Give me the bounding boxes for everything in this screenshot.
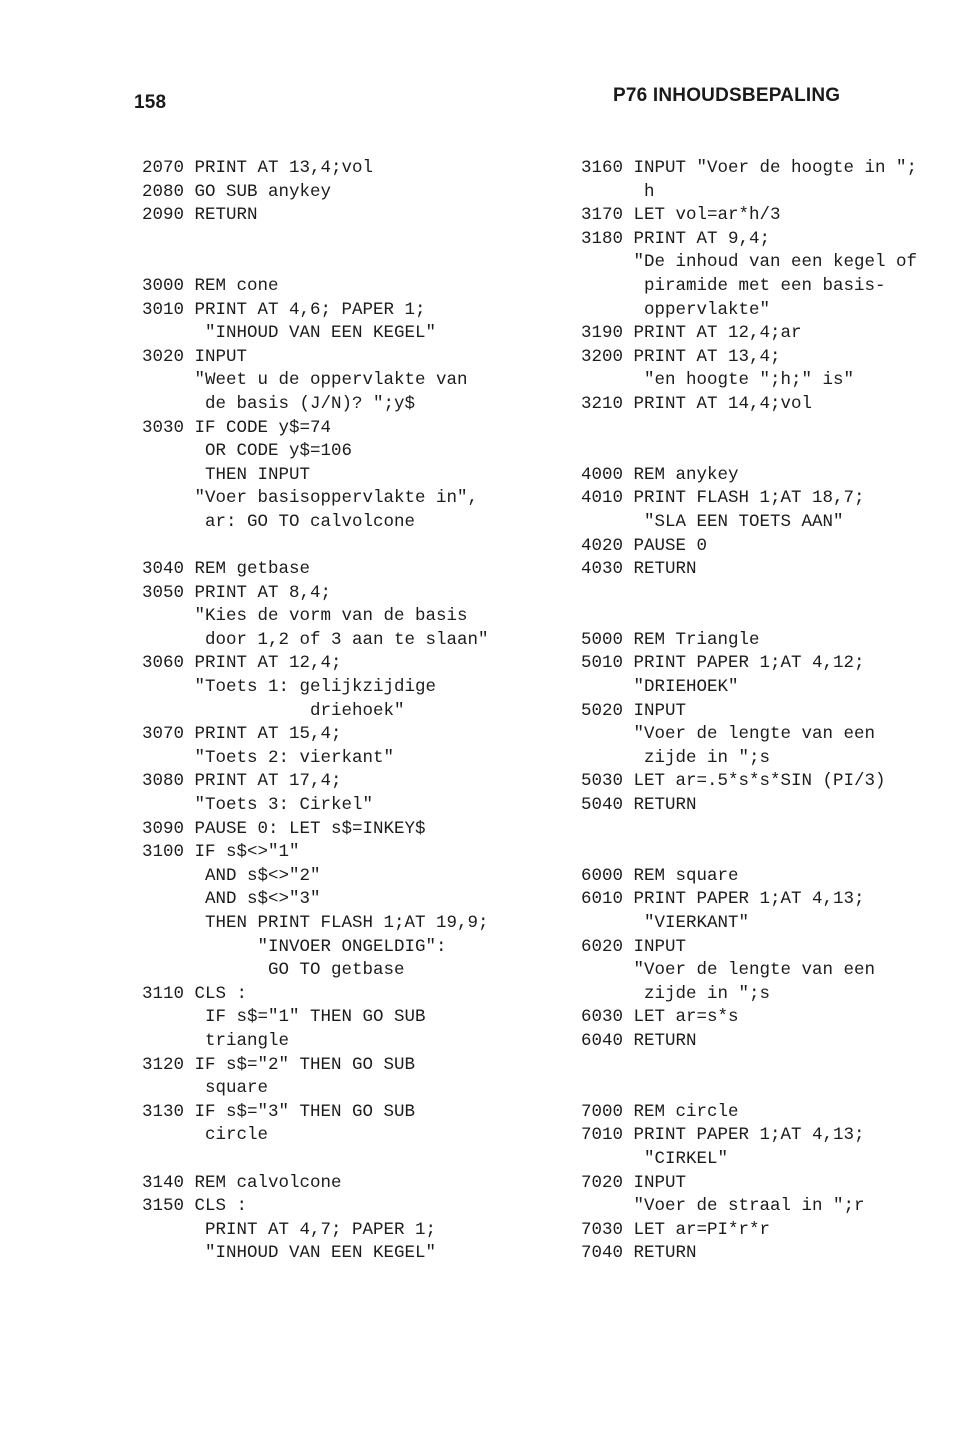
code-line: "SLA EEN TOETS AAN"	[581, 511, 844, 532]
code-line: 6030 LET ar=s*s	[581, 1007, 739, 1028]
code-line	[142, 251, 562, 275]
code-line	[581, 1054, 966, 1078]
code-line	[581, 605, 966, 629]
code-line: 3070 PRINT AT 15,4;	[142, 724, 342, 745]
code-line: 3170 LET vol=ar*h/3	[581, 205, 781, 226]
code-line: 3090 PAUSE 0: LET s$=INKEY$	[142, 818, 426, 839]
code-line: 6010 PRINT PAPER 1;AT 4,13;	[581, 889, 865, 910]
code-line: 4000 REM anykey	[581, 464, 739, 485]
code-line: AND s$<>"2"	[142, 865, 321, 886]
code-line: 3150 CLS :	[142, 1196, 248, 1217]
code-line: "CIRKEL"	[581, 1148, 729, 1169]
listing-column-left	[142, 157, 562, 1266]
code-line: "Voer de lengte van een	[581, 960, 876, 981]
code-line: "INHOUD VAN EEN KEGEL"	[142, 323, 437, 344]
code-line: 3110 CLS :	[142, 983, 248, 1004]
code-line: "Kies de vorm van de basis	[142, 606, 468, 627]
code-line: 3120 IF s$="2" THEN GO SUB	[142, 1054, 416, 1075]
code-line: 4010 PRINT FLASH 1;AT 18,7;	[581, 488, 865, 509]
code-line: AND s$<>"3"	[142, 889, 321, 910]
listing-column-right	[581, 157, 966, 1266]
code-line: 3050 PRINT AT 8,4;	[142, 582, 332, 603]
code-line: 3080 PRINT AT 17,4;	[142, 771, 342, 792]
code-line: THEN INPUT	[142, 464, 311, 485]
code-line: "Voer de straal in ";r	[581, 1196, 865, 1217]
code-line	[142, 228, 562, 252]
code-line: IF s$="1" THEN GO SUB	[142, 1007, 426, 1028]
code-line: 3100 IF s$<>"1"	[142, 842, 300, 863]
code-line: 3030 IF CODE y$=74	[142, 417, 332, 438]
code-line: OR CODE y$=106	[142, 441, 353, 462]
code-line: de basis (J/N)? ";y$	[142, 393, 416, 414]
code-line: oppervlakte"	[581, 299, 771, 320]
code-line: "Toets 1: gelijkzijdige	[142, 677, 437, 698]
code-line: 5010 PRINT PAPER 1;AT 4,12;	[581, 653, 865, 674]
code-line: 4020 PAUSE 0	[581, 535, 708, 556]
code-line: "De inhoud van een kegel of	[581, 252, 918, 273]
code-line: 7030 LET ar=PI*r*r	[581, 1219, 771, 1240]
code-line	[581, 841, 966, 865]
code-line: ar: GO TO calvolcone	[142, 511, 416, 532]
code-line	[581, 818, 966, 842]
code-line: 3160 INPUT "Voer de hoogte in ";	[581, 158, 918, 178]
code-line: 5030 LET ar=.5*s*s*SIN (PI/3)	[581, 771, 886, 792]
code-line: THEN PRINT FLASH 1;AT 19,9;	[142, 913, 489, 933]
code-line: 7020 INPUT	[581, 1172, 687, 1193]
code-line: zijde in ";s	[581, 747, 771, 768]
code-line: "en hoogte ";h;" is"	[581, 370, 855, 391]
code-line: circle	[142, 1125, 269, 1146]
code-line: 3010 PRINT AT 4,6; PAPER 1;	[142, 299, 426, 320]
code-line: triangle	[142, 1030, 290, 1051]
code-line: zijde in ";s	[581, 983, 771, 1004]
code-line: h	[581, 181, 655, 202]
code-line: 6040 RETURN	[581, 1030, 697, 1051]
code-line: 2080 GO SUB anykey	[142, 181, 332, 202]
page-title: P76 INHOUDSBEPALING	[613, 85, 841, 106]
code-line: driehoek"	[142, 700, 405, 721]
code-line: "Toets 3: Cirkel"	[142, 795, 374, 816]
code-line: 6000 REM square	[581, 865, 739, 886]
code-line: GO TO getbase	[142, 960, 405, 981]
code-line: 6020 INPUT	[581, 936, 687, 957]
code-line: 2070 PRINT AT 13,4;vol	[142, 158, 374, 178]
code-line	[581, 417, 966, 441]
code-line: 2090 RETURN	[142, 205, 258, 226]
code-line: 3180 PRINT AT 9,4;	[581, 228, 771, 249]
code-line: 3130 IF s$="3" THEN GO SUB	[142, 1101, 416, 1122]
code-line: 3140 REM calvolcone	[142, 1172, 342, 1193]
code-line: 7010 PRINT PAPER 1;AT 4,13;	[581, 1125, 865, 1146]
code-line: 3000 REM cone	[142, 275, 279, 296]
code-line: 5020 INPUT	[581, 700, 687, 721]
code-line	[142, 1148, 562, 1172]
code-line: 5040 RETURN	[581, 795, 697, 816]
code-line: 4030 RETURN	[581, 559, 697, 580]
code-line: square	[142, 1078, 269, 1099]
code-line: "Voer basisoppervlakte in",	[142, 488, 479, 509]
code-line: "INHOUD VAN EEN KEGEL"	[142, 1243, 437, 1264]
page-number: 158	[134, 92, 167, 113]
code-line: door 1,2 of 3 aan te slaan"	[142, 629, 489, 650]
code-line	[581, 1077, 966, 1101]
code-line	[142, 535, 562, 559]
code-line: 3210 PRINT AT 14,4;vol	[581, 393, 813, 414]
code-line: "INVOER ONGELDIG":	[142, 936, 447, 957]
code-line	[581, 440, 966, 464]
code-line: PRINT AT 4,7; PAPER 1;	[142, 1219, 437, 1240]
code-line: 7040 RETURN	[581, 1243, 697, 1264]
code-line: 5000 REM Triangle	[581, 629, 760, 650]
code-line: "Voer de lengte van een	[581, 724, 876, 745]
code-line: "VIERKANT"	[581, 913, 750, 933]
code-line: piramide met een basis-	[581, 275, 886, 296]
code-line: 3200 PRINT AT 13,4;	[581, 346, 781, 367]
code-line: 3190 PRINT AT 12,4;ar	[581, 323, 802, 344]
code-line: 3060 PRINT AT 12,4;	[142, 653, 342, 674]
code-line: "Weet u de oppervlakte van	[142, 370, 468, 391]
code-line: 7000 REM circle	[581, 1101, 739, 1122]
code-line: "Toets 2: vierkant"	[142, 747, 395, 768]
code-line	[581, 582, 966, 606]
code-line: 3040 REM getbase	[142, 559, 311, 580]
code-line: 3020 INPUT	[142, 346, 248, 367]
code-line: "DRIEHOEK"	[581, 677, 739, 698]
